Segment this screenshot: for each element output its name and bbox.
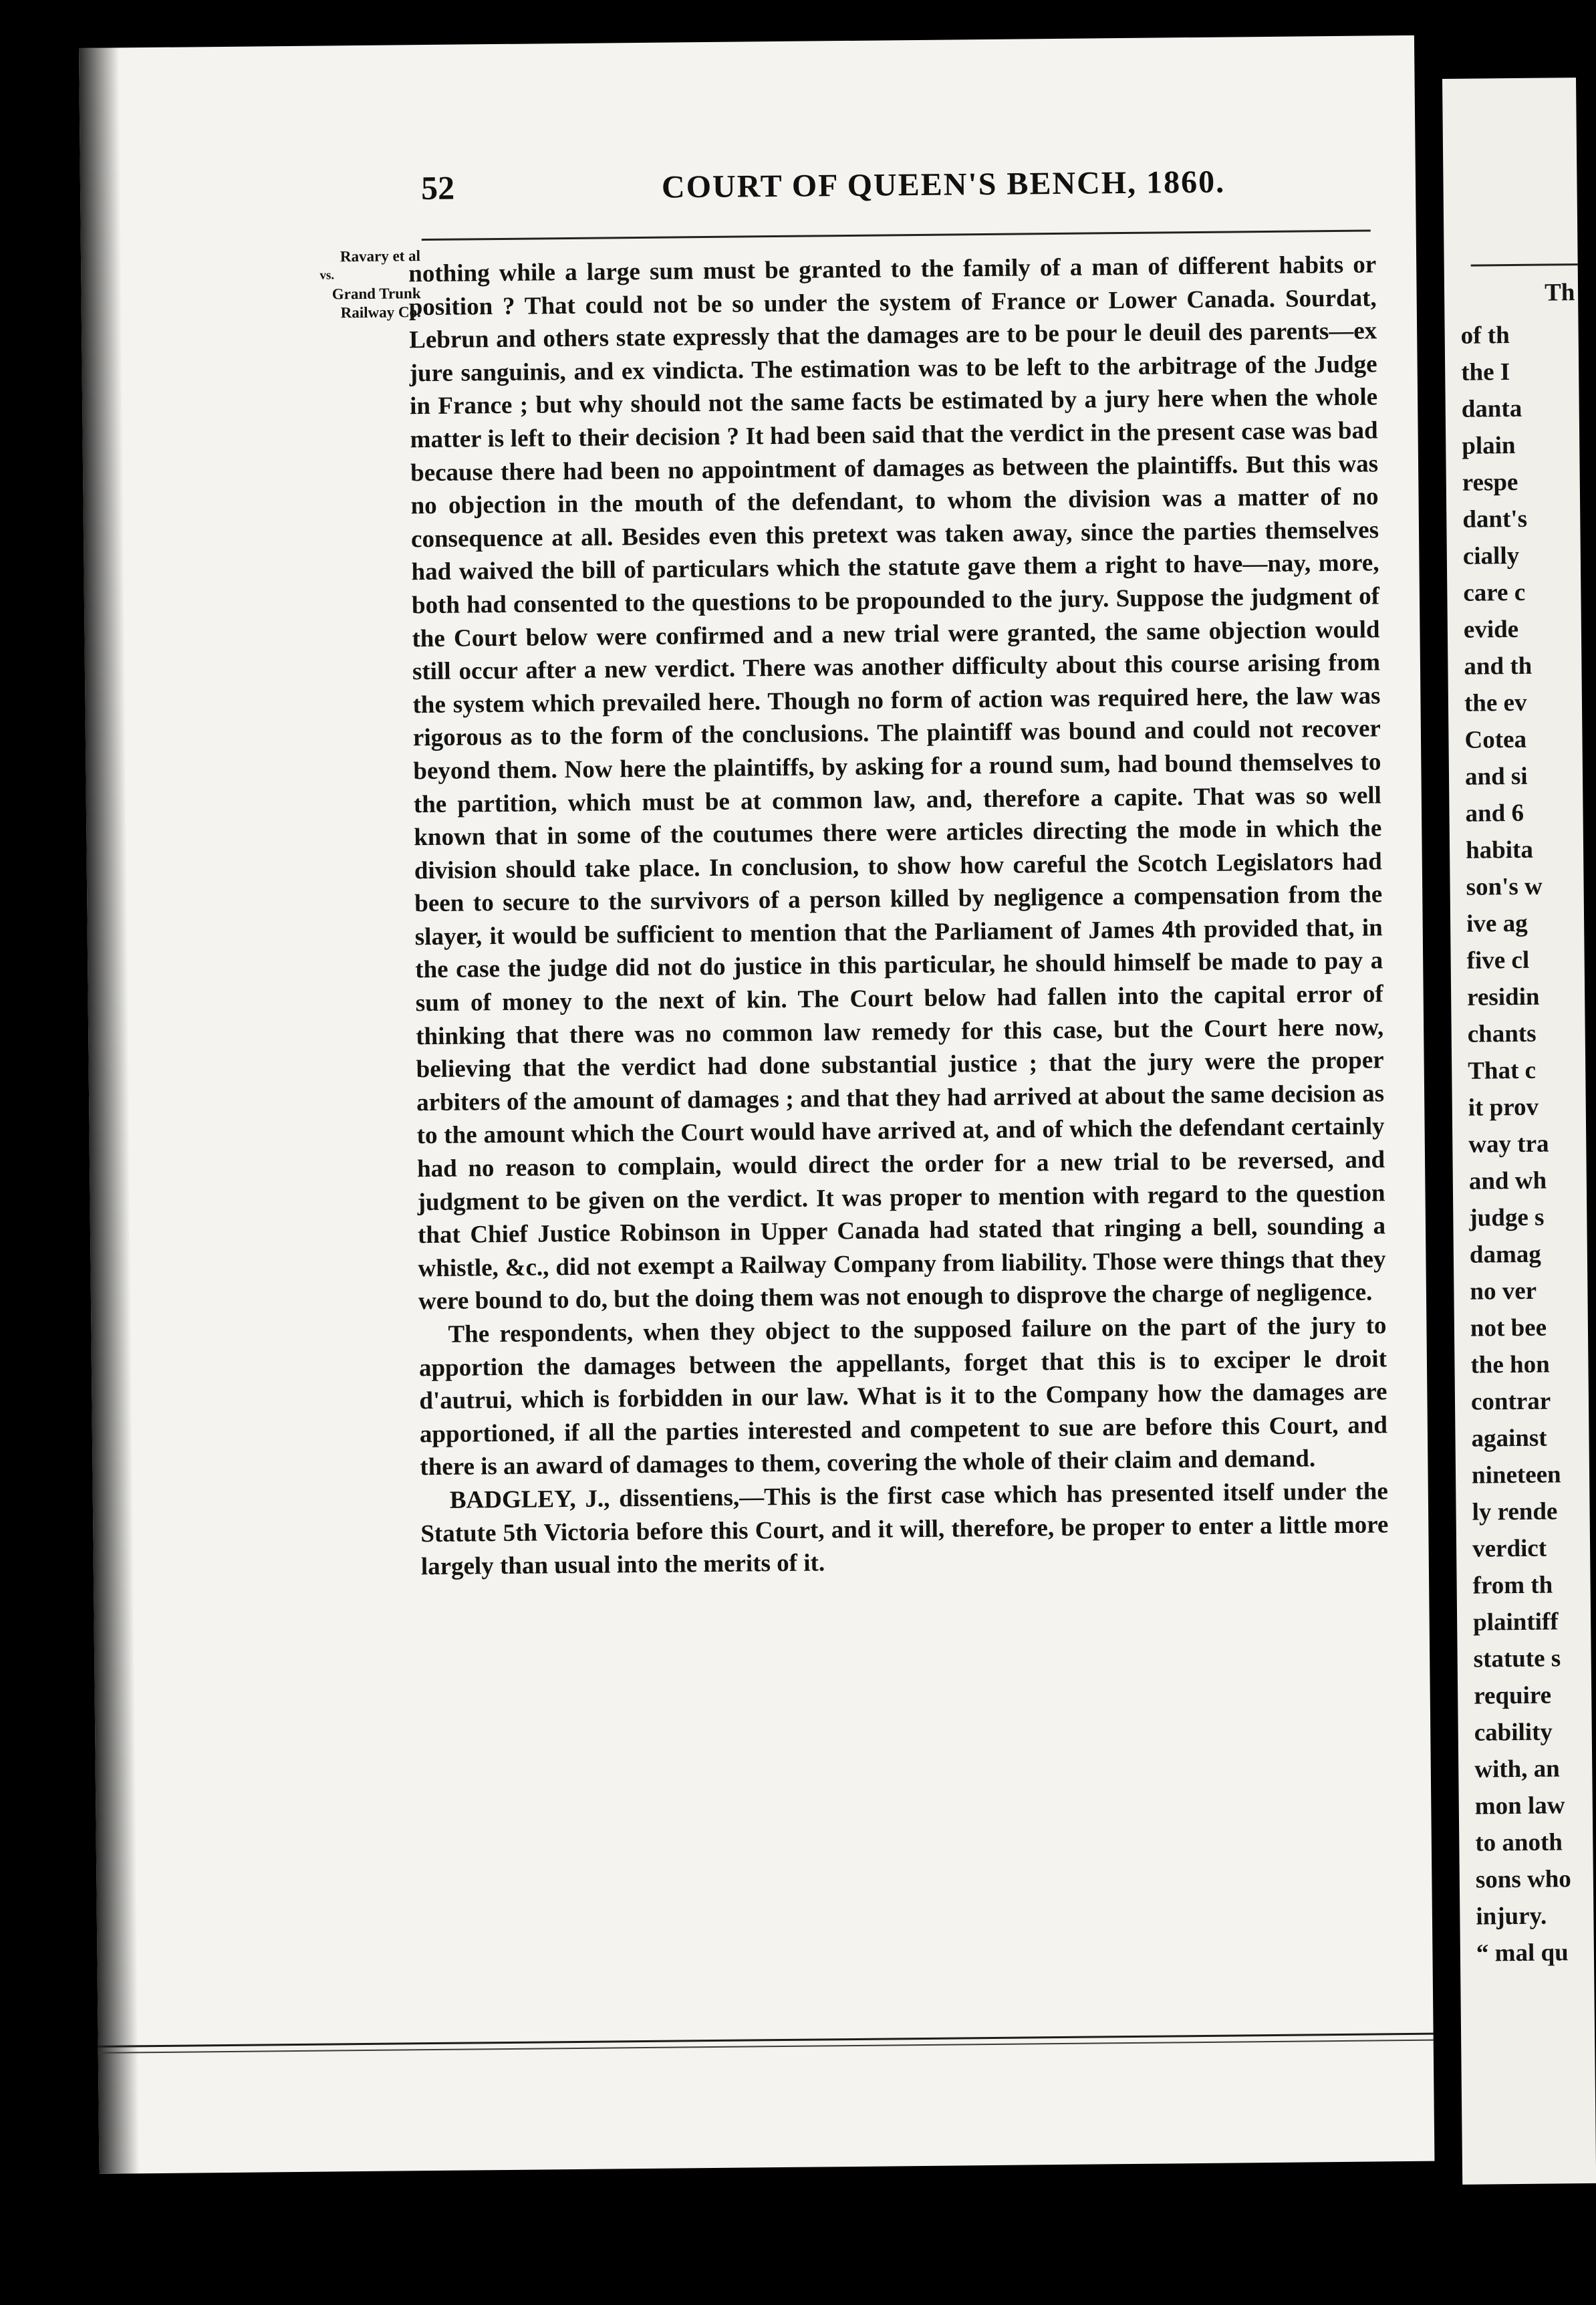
adjacent-page-line: plain — [1462, 431, 1516, 460]
adjacent-page-line: of th — [1460, 322, 1510, 350]
adjacent-page-line: danta — [1461, 394, 1522, 423]
caption-defendant-line2: Railway Co. — [340, 304, 421, 322]
adjacent-page-line: to anoth — [1475, 1828, 1563, 1857]
paragraph-respondents: The respondents, when they object to the supposed failure on the part of the jury to apportion the damages between the appellants, forget that this is to exciper le droit d'autrui, which is forbidden in our law. What is it to the Company how the damages are apportioned, if all the parties interested and competent to sue are before this Court, and there is an award of damages to them, covering the whole of their claim and demand. — [418, 1312, 1388, 1481]
adjacent-page-line: require — [1474, 1681, 1552, 1710]
caption-defendant-line1: Grand Trunk — [331, 285, 421, 303]
binding-shadow — [79, 47, 140, 2173]
book-page — [79, 35, 1434, 2174]
adjacent-page-line: respe — [1462, 468, 1518, 497]
adjacent-page-line: the hon — [1470, 1350, 1550, 1379]
adjacent-page-line: ive ag — [1466, 909, 1528, 938]
adjacent-page-line: “ mal qu — [1476, 1939, 1569, 1967]
adjacent-page-line: ly rende — [1472, 1497, 1558, 1526]
adjacent-page-line: way tra — [1468, 1130, 1549, 1159]
adjacent-page-edge — [1442, 78, 1596, 2185]
paragraph-argument: nothing while a large sum must be granted to the family of a man of different habits or position ? That could not be so under the system of France or Lower Canada. Sourdat, Lebrun and others state expressly that the damages are to be pour le deuil des parents—ex jure sanguinis, and ex vindicta. The estimation was to be left to the arbitrage of the Judge in France ; but why should not the same facts be estimated by a jury here when the whole matter is left to their decision ? It had been said that the verdict in the present case was bad because there had been no appointment of damages as between the plaintiffs. But this was no objection in the mouth of the defendant, to whom the division was a matter of no consequence at all. Besides even this pretext was taken away, since the parties themselves had waived the bill of particulars which the statute gave them a right to have—nay, more, both had consented to the questions to be propounded to the jury. Suppose the judgment of the Court below were confirmed and a new trial were granted, the same objection would still occur after a new verdict. There was another difficulty about this course arising from the system which prevailed here. Though no form of action was required here, the law was rigorous as to the form of the conclusions. The plaintiff was bound and could not recover beyond them. Now here the plaintiffs, by asking for a round sum, had bound themselves to the partition, which must be at common law, and, therefore a capite. That was so well known that in some of the coutumes there were articles directing the mode in which the division should take place. In conclusion, to show how careful the Scotch Legislators had been to secure to the survivors of a person killed by negligence a compensation from the slayer, it would be sufficient to mention that the Parliament of James 4th provided that, in the case the judge did not do justice in this particular, he should himself be made to pay a sum of money to the next of kin. The Court below had fallen into the capital error of thinking that there was no common law remedy for this case, but the Court here now, believing that the verdict had done substantial justice ; that the jury were the proper arbiters of the amount of damages ; and that they had arrived at about the same decision as to the amount which the Court would have arrived at, and of which the defendant certainly had no reason to complain, would direct the order for a new trial to be reversed, and judgment to be given on the verdict. It was proper to mention with regard to the question that Chief Justice Robinson in Upper Canada had stated that ringing a bell, sounding a whistle, &c., did not exempt a Railway Company from liability. Those were things that they were bound to do, but the doing them was not enough to disprove the charge of negligence. — [408, 251, 1386, 1316]
bottom-rule-secondary — [98, 2040, 1434, 2054]
adjacent-page-line: mon law — [1474, 1792, 1565, 1820]
adjacent-page-line: statute s — [1473, 1645, 1561, 1673]
adjacent-page-line: not bee — [1470, 1314, 1547, 1342]
adjacent-page-line: damag — [1469, 1240, 1541, 1269]
adjacent-page-line: from th — [1472, 1571, 1553, 1600]
adjacent-page-line: with, an — [1474, 1755, 1560, 1784]
case-side-caption — [260, 247, 421, 323]
adjacent-page-line: care c — [1463, 578, 1526, 607]
adjacent-page-line: Cotea — [1464, 725, 1527, 754]
adjacent-page-line: nineteen — [1471, 1461, 1561, 1489]
caption-versus: vs. — [319, 268, 335, 283]
adjacent-page-line: chants — [1467, 1019, 1537, 1048]
body-text — [408, 248, 1389, 1584]
running-head: COURT OF QUEEN'S BENCH, 1860. — [661, 164, 1226, 205]
adjacent-page-line: and th — [1464, 652, 1533, 681]
adjacent-page-line: residin — [1466, 983, 1540, 1011]
caption-plaintiff: Ravary et al — [340, 247, 421, 265]
page-number: 52 — [420, 168, 455, 207]
adjacent-page-line: against — [1471, 1424, 1547, 1453]
adjacent-page-rule — [1471, 263, 1578, 267]
adjacent-page-line: cially — [1462, 541, 1520, 570]
adjacent-page-line: verdict — [1472, 1534, 1547, 1563]
adjacent-page-line: evide — [1463, 615, 1519, 644]
adjacent-page-line: and wh — [1468, 1167, 1547, 1195]
adjacent-page-line: the I — [1461, 358, 1510, 386]
adjacent-page-line: judge s — [1469, 1203, 1545, 1232]
adjacent-page-line: sons who — [1475, 1865, 1571, 1894]
adjacent-page-line: contrar — [1470, 1387, 1551, 1416]
adjacent-page-line: son's w — [1466, 872, 1543, 901]
adjacent-page-line: five cl — [1466, 946, 1530, 975]
adjacent-page-line: the ev — [1464, 689, 1527, 717]
adjacent-page-line: cability — [1474, 1718, 1553, 1747]
paragraph-dissent: BADGLEY, J., dissentiens,—This is the first case which has presented itself under the Statute 5th Victoria before this Court, and it will, therefore, be proper to enter a little more largely than usual into the merits of it. — [420, 1477, 1389, 1581]
adjacent-page-line: injury. — [1476, 1902, 1547, 1931]
adjacent-page-line: dant's — [1462, 505, 1528, 533]
adjacent-page-line: plaintiff — [1472, 1608, 1559, 1636]
adjacent-page-line: and 6 — [1465, 799, 1524, 828]
adjacent-page-line: That c — [1468, 1056, 1537, 1085]
adjacent-page-line: habita — [1465, 836, 1534, 864]
adjacent-page-line: Th — [1544, 279, 1575, 307]
adjacent-page-line: no ver — [1470, 1277, 1537, 1306]
adjacent-page-line: and si — [1464, 762, 1528, 791]
adjacent-page-line: it prov — [1468, 1093, 1539, 1122]
page-header — [421, 152, 1371, 235]
